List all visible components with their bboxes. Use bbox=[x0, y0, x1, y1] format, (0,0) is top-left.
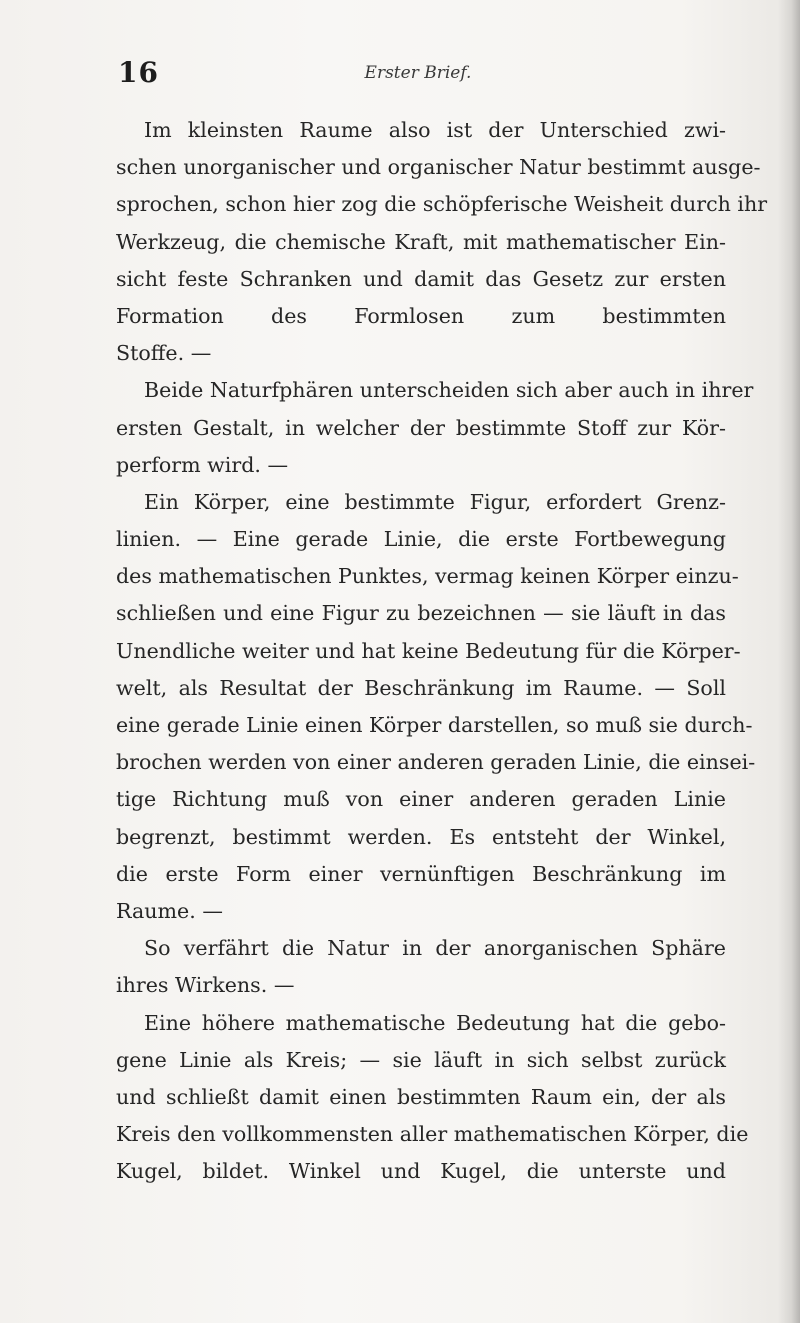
text-line: schen unorganischer und organischer Natur bestimmt ausge- bbox=[116, 155, 761, 180]
text-line: sicht feste Schranken und damit das Gesetz zur ersten bbox=[116, 266, 726, 291]
page-number: 16 bbox=[118, 56, 159, 89]
text-line: Eine höhere mathematische Bedeutung hat die gebo- bbox=[144, 1010, 726, 1035]
text-line: Stoffe. — bbox=[116, 341, 212, 366]
text-line: brochen werden von einer anderen geraden Linie, die einsei- bbox=[116, 750, 756, 775]
text-line: des mathematischen Punktes, vermag keinen Körper einzu- bbox=[116, 564, 739, 589]
text-line: Beide Naturfphären unterscheiden sich aber auch in ihrer bbox=[144, 378, 754, 403]
text-line: Werkzeug, die chemische Kraft, mit mathematischer Ein- bbox=[116, 229, 726, 254]
text-line: Im kleinsten Raume also ist der Unterschied zwi- bbox=[144, 118, 726, 142]
text-line: Unendliche weiter und hat keine Bedeutung für die Körper- bbox=[116, 638, 741, 663]
paragraph bbox=[116, 930, 726, 1004]
text-line: die erste Form einer vernünftigen Beschränkung im bbox=[116, 861, 726, 886]
paragraph bbox=[116, 484, 756, 930]
paragraph bbox=[116, 372, 754, 484]
text-line: So verfährt die Natur in der anorganischen Sphäre bbox=[144, 936, 726, 961]
text-line: und schließt damit einen bestimmten Raum ein, der als bbox=[116, 1084, 726, 1109]
body-text bbox=[116, 112, 768, 1190]
text-line: schließen und eine Figur zu bezeichnen — sie läuft in das bbox=[116, 601, 726, 626]
text-line: perform wird. — bbox=[116, 452, 289, 477]
text-line: Raume. — bbox=[116, 898, 223, 923]
page-header bbox=[118, 56, 718, 96]
text-line: eine gerade Linie einen Körper darstellen, so muß sie durch- bbox=[116, 713, 753, 737]
text-line: ihres Wirkens. — bbox=[116, 973, 295, 998]
text-line: begrenzt, bestimmt werden. Es entsteht der Winkel, bbox=[116, 824, 726, 849]
text-line: Formation des Formlosen zum bestimmten bbox=[116, 303, 726, 328]
text-line: tige Richtung muß von einer anderen geraden Linie bbox=[116, 787, 726, 812]
page-scan-edge bbox=[778, 0, 800, 1323]
text-line: gene Linie als Kreis; — sie läuft in sich selbst zurück bbox=[116, 1047, 726, 1072]
paragraph bbox=[116, 112, 768, 372]
text-line: welt, als Resultat der Beschränkung im Raume. — Soll bbox=[116, 675, 726, 700]
text-line: Ein Körper, eine bestimmte Figur, erfordert Grenz- bbox=[144, 489, 726, 514]
text-line: Kreis den vollkommensten aller mathematischen Körper, die bbox=[116, 1122, 749, 1147]
text-line: linien. — Eine gerade Linie, die erste Fortbewegung bbox=[116, 527, 726, 552]
paragraph bbox=[116, 1005, 749, 1191]
text-line: sprochen, schon hier zog die schöpferische Weisheit durch ihr bbox=[116, 192, 768, 217]
text-line: Kugel, bildet. Winkel und Kugel, die unterste und bbox=[116, 1159, 726, 1184]
running-head: Erster Brief. bbox=[364, 63, 472, 83]
text-line: ersten Gestalt, in welcher der bestimmte Stoff zur Kör- bbox=[116, 415, 726, 440]
